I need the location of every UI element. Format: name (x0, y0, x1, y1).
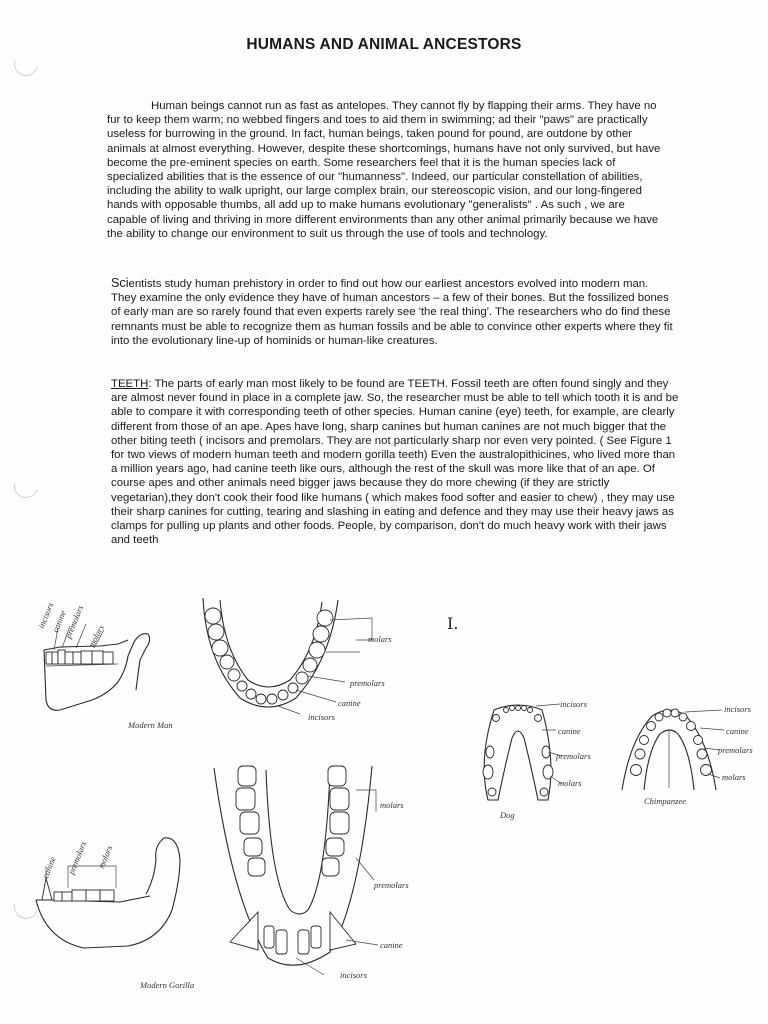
man-side-incisors-label: incisors (36, 601, 56, 630)
chimp-molars-label: molars (722, 772, 746, 782)
dog-canine-label: canine (558, 726, 581, 736)
gorilla-top-canine-label: canine (380, 940, 403, 950)
modern-man-jaw-top-drawing (203, 598, 372, 714)
gorilla-top-molars-label: molars (380, 800, 404, 810)
gorilla-top-premolars-label: premolars (374, 880, 409, 890)
chimp-caption: Chimpanzee (644, 796, 687, 806)
teeth-heading: TEETH (111, 378, 149, 390)
dog-caption: Dog (500, 810, 515, 820)
dog-molars-label: molars (558, 778, 582, 788)
modern-man-caption: Modern Man (128, 720, 173, 730)
page-title: HUMANS AND ANIMAL ANCESTORS (246, 36, 522, 53)
paragraph-intro: Human beings cannot run as fast as antelopes. They cannot fly by flapping their arms. They have no fur to keep them warm; no webbed fingers and toes to aid them in swimming; ad their "paws" are practically useless for burrowing in the ground. In fact, human beings, taken pound for pound, are outdone by other animals at almost everything. However, despite these shortcomings, humans have not only survived, but have become the pre-eminent species on earth. Some researchers feel that it is the human species lack of specialized abilities that is the essence of our "humanness". Indeed, our particular constellation of abilities, including the ability to walk upright, our large complex brain, our stereoscopic vision, and our long-fingered hands with opposable thumbs, all add up to make humans evolutionary "generalists" . As such , we are capable of living and thriving in more different environments than any other animal primarily because we have the ability to change our environment to suit us through the use of tools and technology. (107, 100, 661, 240)
man-top-premolars-label: premolars (350, 678, 385, 688)
gorilla-side-molars-label: molars (96, 844, 115, 870)
paragraph-lead: Sci (111, 276, 129, 290)
man-side-molars-label: molars (86, 623, 106, 649)
man-top-molars-label: molars (368, 634, 392, 644)
chimp-incisors-label: incisors (724, 704, 751, 714)
modern-gorilla-jaw-top-drawing (214, 766, 378, 975)
gorilla-side-premolars-label: premolars (66, 839, 89, 876)
modern-gorilla-caption: Modern Gorilla (140, 980, 195, 990)
gorilla-side-canine-label: canine (40, 854, 58, 880)
man-top-incisors-label: incisors (308, 712, 335, 722)
man-top-canine-label: canine (338, 698, 361, 708)
dog-premolars-label: premolars (556, 751, 591, 761)
chimp-jaw-drawing (622, 709, 724, 790)
paragraph-body: : The parts of early man most likely to be found are TEETH. Fossil teeth are often found singly and they are almost never found in place in a complete jaw. So, the researcher must be able to tell which tooth it is and be able to compare it with corresponding teeth of other species. Human canine (eye) teeth, for example, are clearly different from those of an ape. Apes have long, sharp canines but human canines are not much bigger that the other biting teeth ( incisors and premolars. They are not particularly sharp nor even very pointed. ( See Figure 1 for two views of modern human teeth and modern gorilla teeth) Even the australopithicines, who lived more than a million years ago, had canine teeth like ours, although the rest of the skull was more like that of an ape. Of course apes and other animals need bigger jaws because they do more chewing (if they are strictly vegetarian),they don't cook their food like humans ( which makes food softer and easier to chew) , they may use their sharp canines for cutting, tearing and slashing in eating and defence and they may use their heavy jaws as clamps for pulling up plants and other foods. People, by comparison, don't do much heavy work with their jaws and teeth (111, 378, 679, 547)
dog-incisors-label: incisors (560, 699, 587, 709)
chimp-premolars-label: premolars (718, 745, 753, 755)
man-side-canine-label: canine (50, 608, 68, 634)
man-side-premolars-label: premolars (63, 603, 86, 640)
dog-jaw-drawing (483, 704, 562, 800)
paragraph-body: entists study human prehistory in order to find out how our earliest ancestors evolved into modern man. They examine the only evidence they have of human ancestors – a few of their bones. But the fossilized bones of early man are so rarely found that even experts rarely see 'the real thing'. The researchers who do find these remnants must be able to recognize them as human fossils and be able to convince other experts where they fit into the evolutionary line-up of hominids or human-like creatures. (111, 278, 673, 347)
handwritten-mark: I. (447, 614, 459, 633)
chimp-canine-label: canine (726, 726, 749, 736)
gorilla-top-incisors-label: incisors (340, 970, 367, 980)
